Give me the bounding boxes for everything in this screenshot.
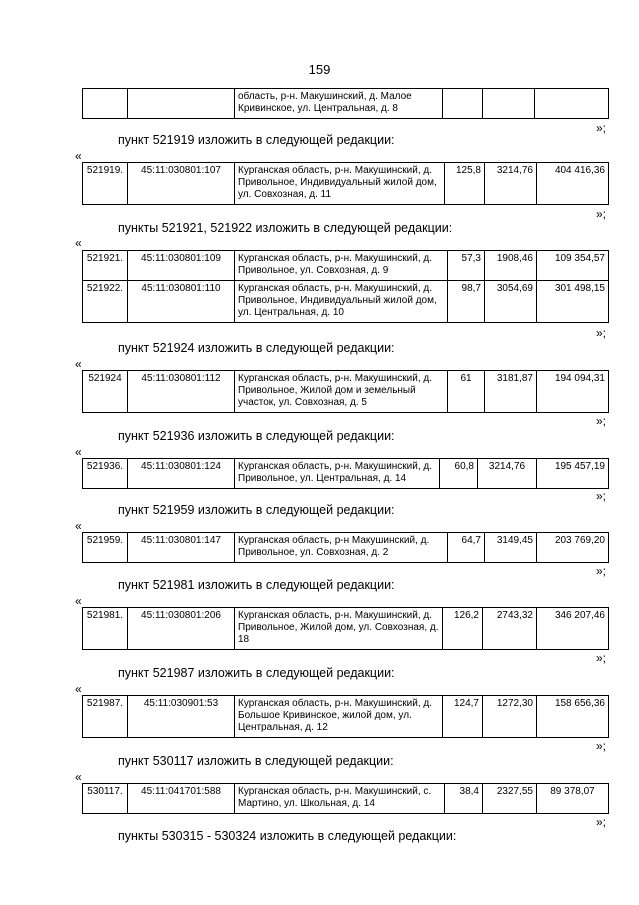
value-cell: 301 498,15: [537, 281, 609, 323]
row-number: 521959.: [83, 533, 128, 563]
opening-quote: «: [75, 682, 82, 696]
table-row: [83, 371, 609, 413]
cadastral-number: 45:11:030801:107: [128, 163, 235, 205]
area-cell: 38,4: [445, 784, 483, 814]
address-cell: Курганская область, р-н. Макушинский, д. Большое Кривинское, жилой дом, ул. Центральная, д. 12: [235, 696, 443, 738]
closing-quote: »;: [596, 121, 607, 135]
row-number: 521919.: [83, 163, 128, 205]
area-cell: 61: [448, 371, 485, 413]
cadastral-number: 45:11:030801:112: [128, 371, 235, 413]
cadastral-number: 45:11:030801:206: [128, 608, 235, 650]
value-cell: 158 656,36: [537, 696, 609, 738]
table-row: [83, 784, 609, 814]
address-cell: область, р-н. Макушинский, д. Малое Кривинское, ул. Центральная, д. 8: [235, 89, 443, 119]
row-number: 521921.: [83, 251, 128, 281]
area-cell: 98,7: [448, 281, 485, 323]
area-cell: 126,2: [443, 608, 483, 650]
table-row: [83, 608, 609, 650]
rate-cell: 1908,46: [485, 251, 537, 281]
table-row: [83, 281, 609, 323]
closing-quote: »;: [596, 739, 607, 753]
rate-cell: 1272,30: [483, 696, 537, 738]
row-number: 521981.: [83, 608, 128, 650]
amendment-heading: пункты 530315 - 530324 изложить в следующей редакции:: [118, 829, 457, 843]
value-cell: 89 378,07: [537, 784, 609, 814]
opening-quote: «: [75, 770, 82, 784]
opening-quote: «: [75, 236, 82, 250]
amendment-heading: пункт 521981 изложить в следующей редакции:: [118, 578, 395, 592]
closing-quote: »;: [596, 489, 607, 503]
value-cell: 203 769,20: [537, 533, 609, 563]
row-number: 521936.: [83, 459, 128, 489]
opening-quote: «: [75, 519, 82, 533]
value-cell: 194 094,31: [537, 371, 609, 413]
amendment-heading: пункт 521924 изложить в следующей редакции:: [118, 341, 395, 355]
value-cell: 109 354,57: [537, 251, 609, 281]
address-cell: Курганская область, р-н. Макушинский, д. Привольное, Жилой дом и земельный участок, ул. Совхозная, д. 5: [235, 371, 448, 413]
row-number: 530117.: [83, 784, 128, 814]
closing-quote: »;: [596, 414, 607, 428]
cadastral-number: 45:11:030801:147: [128, 533, 235, 563]
address-cell: Курганская область, р-н Макушинский, д. Привольное, ул. Совхозная, д. 2: [235, 533, 448, 563]
record-table: [82, 532, 609, 563]
record-table: [82, 458, 609, 489]
record-table: [82, 783, 609, 814]
cadastral-number: 45:11:030901:53: [128, 696, 235, 738]
address-cell: Курганская область, р-н. Макушинский, д. Привольное, ул. Совхозная, д. 9: [235, 251, 448, 281]
continuation-table: [82, 88, 609, 119]
table-row: [83, 89, 609, 119]
value-cell: 404 416,36: [537, 163, 609, 205]
area-cell: 124,7: [443, 696, 483, 738]
record-table: [82, 370, 609, 413]
amendment-heading: пункт 521987 изложить в следующей редакции:: [118, 666, 395, 680]
table-row: [83, 696, 609, 738]
rate-cell: 2743,32: [483, 608, 537, 650]
closing-quote: »;: [596, 564, 607, 578]
address-cell: Курганская область, р-н. Макушинский, с. Мартино, ул. Школьная, д. 14: [235, 784, 445, 814]
value-cell: 346 207,46: [537, 608, 609, 650]
address-cell: Курганская область, р-н. Макушинский, д. Привольное, Индивидуальный жилой дом, ул. Центральная, д. 10: [235, 281, 448, 323]
area-cell: 60,8: [440, 459, 478, 489]
closing-quote: »;: [596, 326, 607, 340]
opening-quote: «: [75, 445, 82, 459]
rate-cell: 3149,45: [485, 533, 537, 563]
area-cell: 125,8: [445, 163, 485, 205]
cadastral-number: 45:11:030801:124: [128, 459, 235, 489]
rate-cell: 3181,87: [485, 371, 537, 413]
opening-quote: «: [75, 594, 82, 608]
rate-cell: 3214,76: [485, 163, 537, 205]
table-row: [83, 533, 609, 563]
amendment-heading: пункты 521921, 521922 изложить в следующей редакции:: [118, 221, 453, 235]
row-number: 521987.: [83, 696, 128, 738]
rate-cell: 3054,69: [485, 281, 537, 323]
row-number: 521924: [83, 371, 128, 413]
record-table: [82, 695, 609, 738]
address-cell: Курганская область, р-н. Макушинский, д. Привольное, ул. Центральная, д. 14: [235, 459, 440, 489]
table-row: [83, 251, 609, 281]
cadastral-number: 45:11:041701:588: [128, 784, 235, 814]
rate-cell: 3214,76: [478, 459, 537, 489]
table-row: [83, 163, 609, 205]
amendment-heading: пункт 521919 изложить в следующей редакции:: [118, 133, 395, 147]
opening-quote: «: [75, 357, 82, 371]
value-cell: 195 457,19: [537, 459, 609, 489]
page-number: 159: [308, 62, 331, 77]
amendment-heading: пункт 530117 изложить в следующей редакции:: [118, 754, 394, 768]
row-number: 521922.: [83, 281, 128, 323]
closing-quote: »;: [596, 207, 607, 221]
cadastral-number: 45:11:030801:109: [128, 251, 235, 281]
address-cell: Курганская область, р-н. Макушинский, д. Привольное, Жилой дом, ул. Совхозная, д. 18: [235, 608, 443, 650]
record-table: [82, 162, 609, 205]
area-cell: 64,7: [448, 533, 485, 563]
closing-quote: »;: [596, 815, 607, 829]
rate-cell: 2327,55: [483, 784, 537, 814]
opening-quote: «: [75, 149, 82, 163]
amendment-heading: пункт 521959 изложить в следующей редакции:: [118, 503, 395, 517]
address-cell: Курганская область, р-н. Макушинский, д. Привольное, Индивидуальный жилой дом, ул. Совхозная, д. 11: [235, 163, 445, 205]
record-table: [82, 250, 609, 323]
record-table: [82, 607, 609, 650]
closing-quote: »;: [596, 651, 607, 665]
amendment-heading: пункт 521936 изложить в следующей редакции:: [118, 429, 395, 443]
cadastral-number: 45:11:030801:110: [128, 281, 235, 323]
area-cell: 57,3: [448, 251, 485, 281]
table-row: [83, 459, 609, 489]
